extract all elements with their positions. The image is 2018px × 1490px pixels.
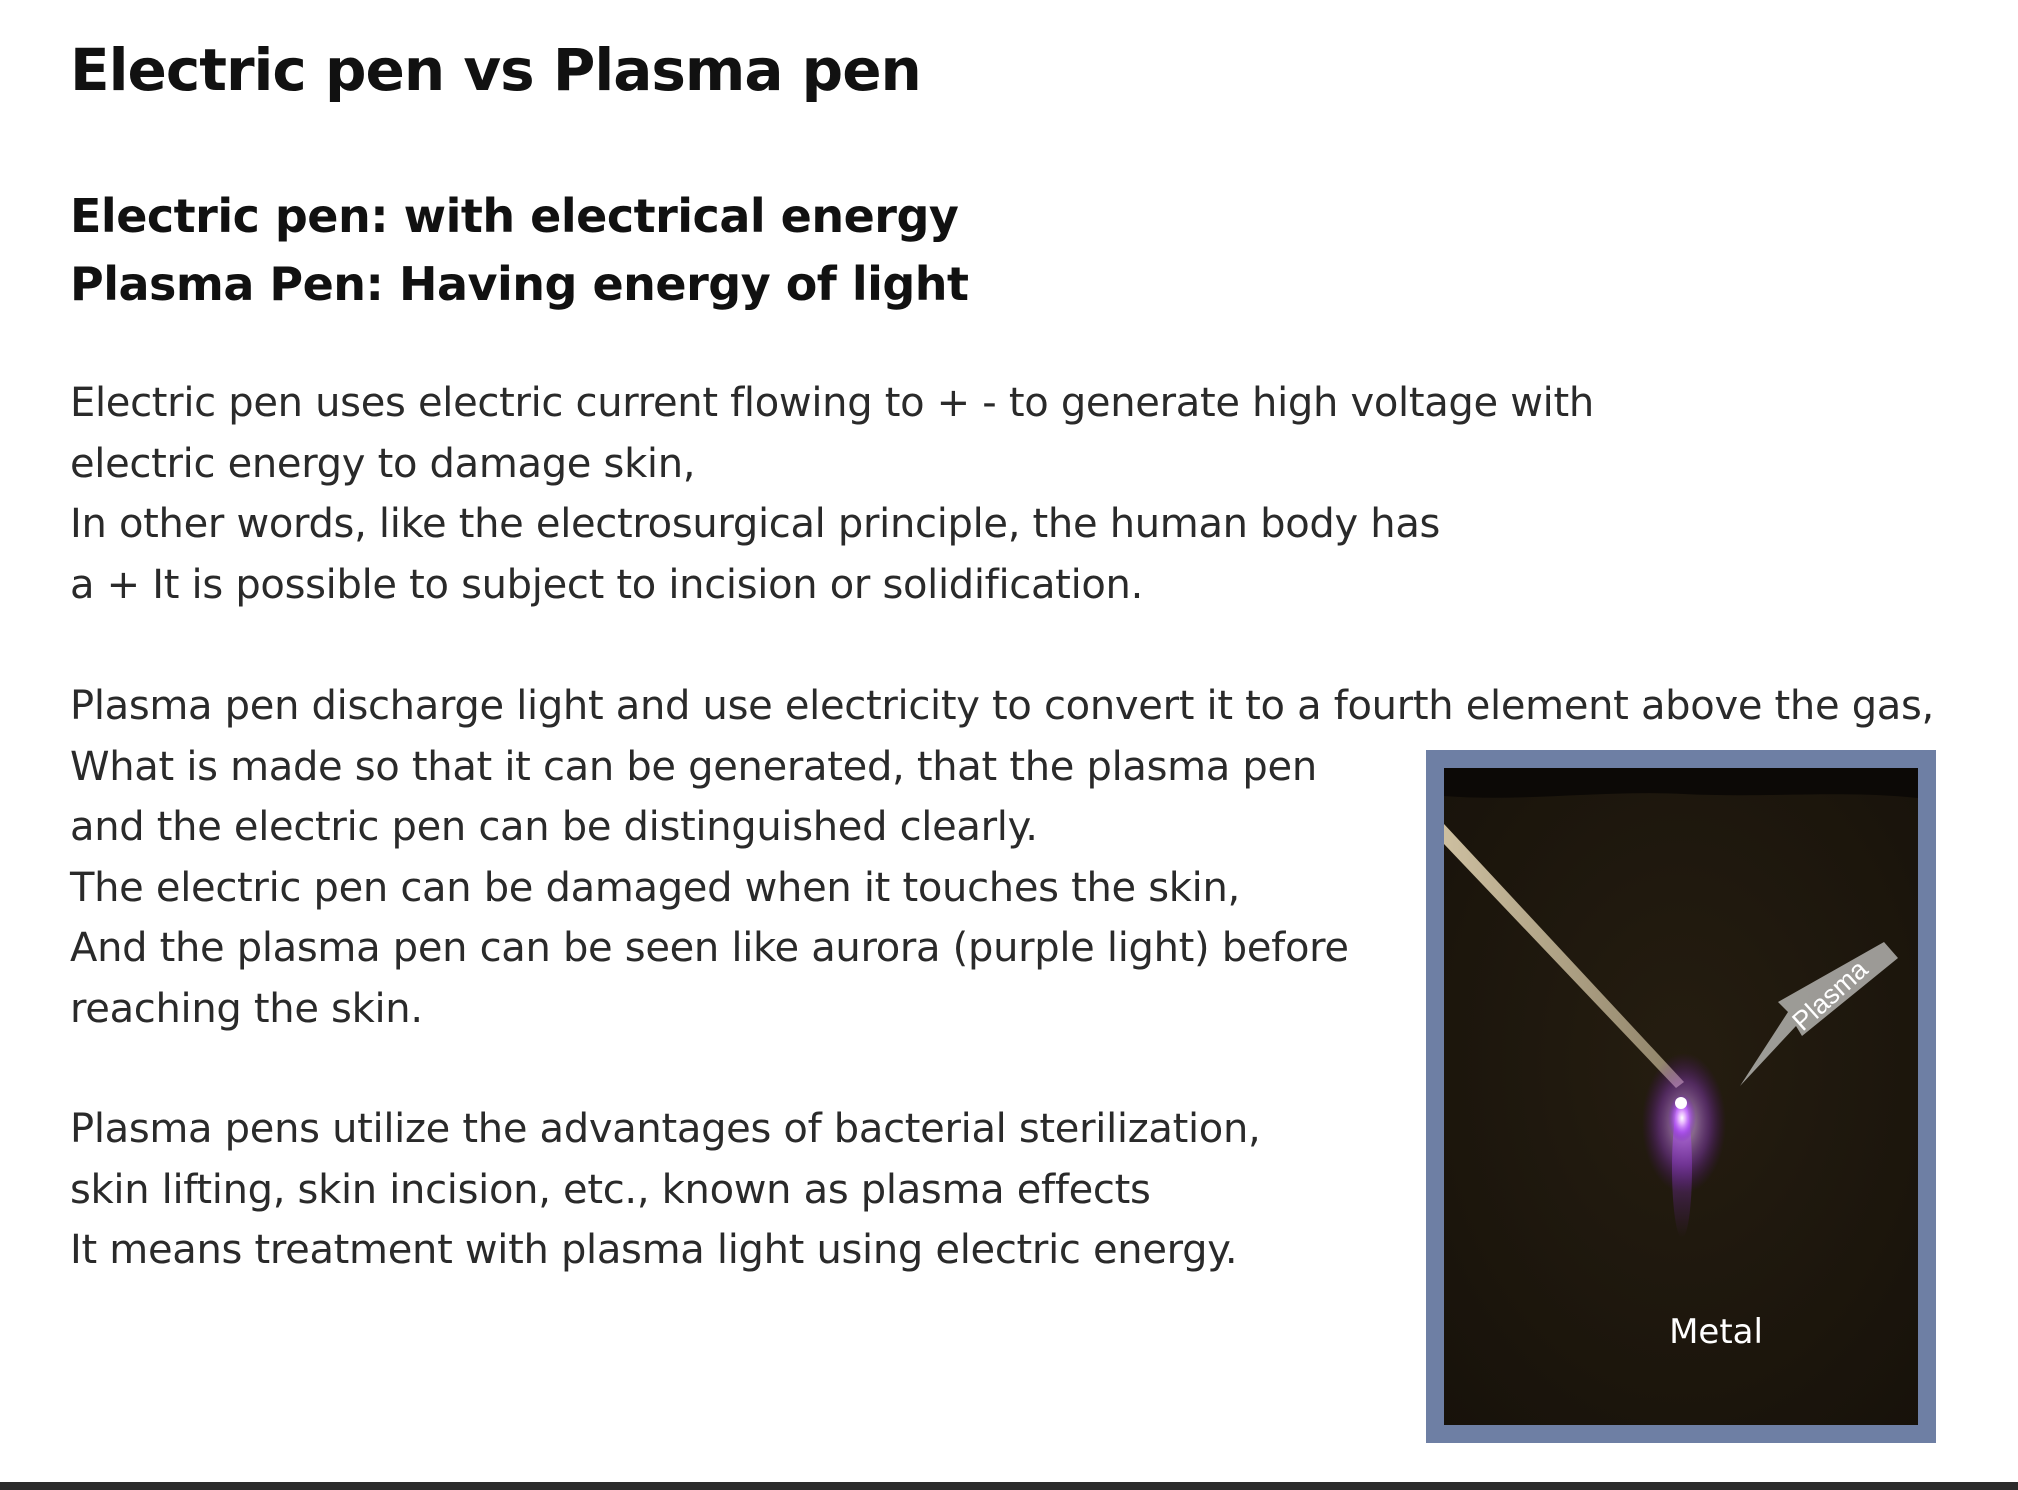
metal-label: Metal <box>1669 1312 1763 1352</box>
subtitles <box>70 182 969 318</box>
paragraph-electric-pen <box>70 373 1594 615</box>
plasma-arrow-label: Plasma <box>1786 954 1874 1037</box>
paragraph-line: reaching the skin. <box>70 985 423 1032</box>
page-title: Electric pen vs Plasma pen <box>70 36 921 104</box>
paragraph-line: It means treatment with plasma light using electric energy. <box>70 1227 1238 1273</box>
plasma-photo-illustration <box>1444 768 1918 1425</box>
subtitle-plasma-pen: Plasma Pen: Having energy of light <box>70 257 969 311</box>
photo-top-edge <box>1444 768 1918 798</box>
paragraph-line: In other words, like the electrosurgical principle, the human body has <box>70 501 1441 547</box>
paragraph-line: a + It is possible to subject to incision or solidification. <box>70 561 1144 608</box>
paragraph-line: What is made so that it can be generated, that the plasma pen <box>70 743 1317 790</box>
paragraph-line: skin lifting, skin incision, etc., known as plasma effects <box>70 1166 1151 1213</box>
paragraph-line: and the electric pen can be distinguished clearly. <box>70 804 1038 850</box>
plasma-spark <box>1675 1097 1687 1109</box>
subtitle-electric-pen: Electric pen: with electrical energy <box>70 189 959 243</box>
plasma-photo-figure <box>1426 750 1936 1443</box>
paragraph-line: Electric pen uses electric current flowing to + - to generate high voltage with <box>70 380 1594 426</box>
bottom-divider <box>0 1482 2018 1490</box>
paragraph-line: The electric pen can be damaged when it touches the skin, <box>70 864 1240 911</box>
paragraph-line: electric energy to damage skin, <box>70 440 696 487</box>
paragraph-line: And the plasma pen can be seen like aurora (purple light) before <box>70 925 1349 971</box>
paragraph-plasma-effects <box>70 1099 1260 1281</box>
paragraph-line: Plasma pen discharge light and use electricity to convert it to a fourth element above the gas, <box>70 683 1934 729</box>
paragraph-line: Plasma pens utilize the advantages of bacterial sterilization, <box>70 1106 1261 1152</box>
plasma-photo <box>1444 768 1918 1425</box>
